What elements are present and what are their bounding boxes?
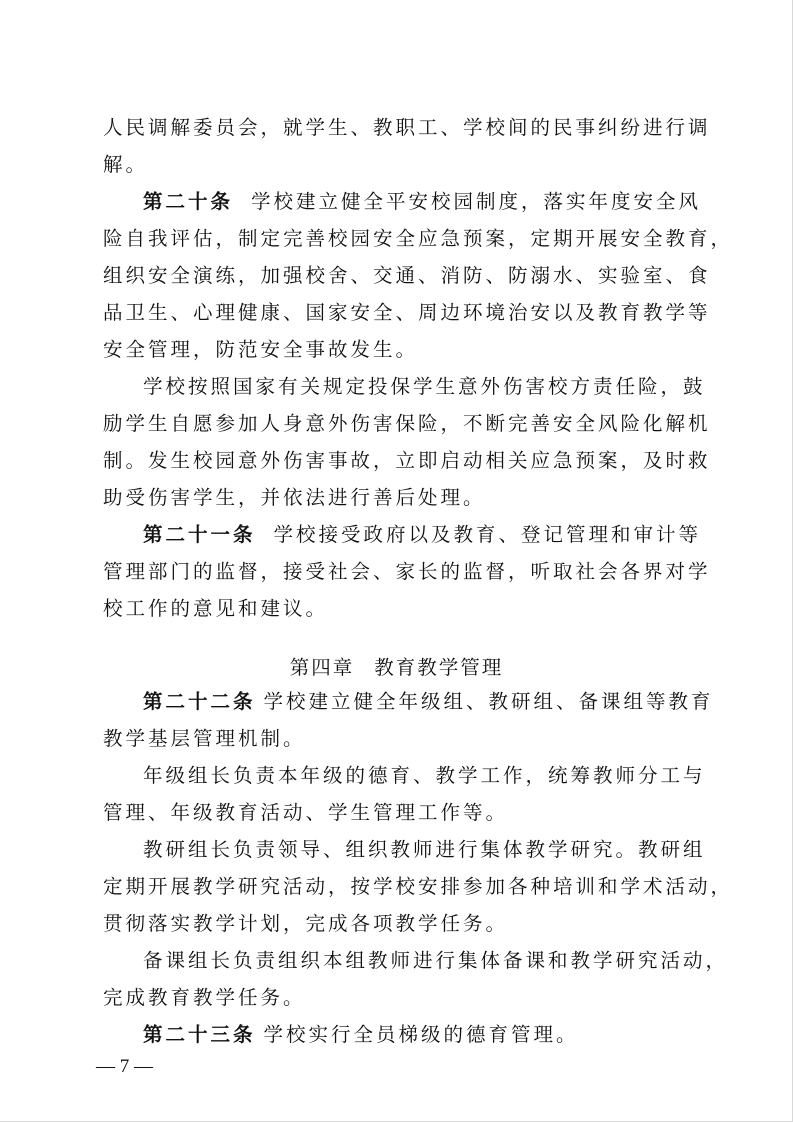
article-text: 学校建立健全年级组、教研组、备课组等教育 <box>263 690 714 713</box>
article-23 <box>143 1017 579 1053</box>
article-text: 学校接受政府以及教育、登记管理和审计等 <box>273 523 702 546</box>
body-text-line: 险自我评估，制定完善校园安全应急预案，定期开展安全教育， <box>103 227 734 250</box>
body-text-line: 制。发生校园意外伤害事故，立即启动相关应急预案，及时救 <box>103 449 711 472</box>
chapter-number: 第四章 <box>289 656 355 679</box>
article-number: 第二十三条 <box>143 1023 256 1046</box>
article-20 <box>143 184 701 220</box>
chapter-title: 教育教学管理 <box>374 656 504 679</box>
article-number: 第二十一条 <box>143 523 256 546</box>
article-text: 学校建立健全平安校园制度，落实年度安全风 <box>251 190 702 213</box>
body-text-line: 安全管理，防范安全事故发生。 <box>103 338 419 361</box>
body-text-line: 解。 <box>103 153 149 176</box>
body-text-line: 管理、年级教育活动、学生管理工作等。 <box>103 801 509 824</box>
body-text-line: 贯彻落实教学计划，完成各项教学任务。 <box>103 912 509 935</box>
body-text-line: 组织安全演练，加强校舍、交通、消防、防溺水、实验室、食 <box>103 264 711 287</box>
chapter-heading <box>0 650 793 686</box>
body-text-line: 定期开展教学研究活动，按学校安排参加各种培训和学术活动， <box>103 875 734 898</box>
article-22 <box>143 684 714 720</box>
body-text-line: 品卫生、心理健康、国家安全、周边环境治安以及教育教学等 <box>103 301 711 324</box>
body-text-line: 教学基层管理机制。 <box>103 727 306 750</box>
body-text-line: 完成教育教学任务。 <box>103 986 306 1009</box>
body-text-line: 励学生自愿参加人身意外伤害保险，不断完善安全风险化解机 <box>103 412 711 435</box>
page-number: — 7 — <box>96 1056 153 1077</box>
paragraph-first-line: 备课组长负责组织本组教师进行集体备课和教学研究活动， <box>143 949 729 972</box>
paragraph-first-line: 学校按照国家有关规定投保学生意外伤害校方责任险，鼓 <box>143 375 706 398</box>
body-text-line: 人民调解委员会，就学生、教职工、学校间的民事纠纷进行调 <box>103 116 711 139</box>
body-text-line: 管理部门的监督，接受社会、家长的监督，听取社会各界对学 <box>103 560 711 583</box>
body-text-line: 校工作的意见和建议。 <box>103 597 329 620</box>
paragraph-first-line: 年级组长负责本年级的德育、教学工作，统筹教师分工与 <box>143 764 706 787</box>
body-text-line: 助受伤害学生，并依法进行善后处理。 <box>103 486 486 509</box>
article-number: 第二十条 <box>143 190 234 213</box>
article-number: 第二十二条 <box>143 690 256 713</box>
paragraph-first-line: 教研组长负责领导、组织教师进行集体教学研究。教研组 <box>143 838 706 861</box>
article-21 <box>143 517 701 553</box>
article-text: 学校实行全员梯级的德育管理。 <box>263 1023 579 1046</box>
